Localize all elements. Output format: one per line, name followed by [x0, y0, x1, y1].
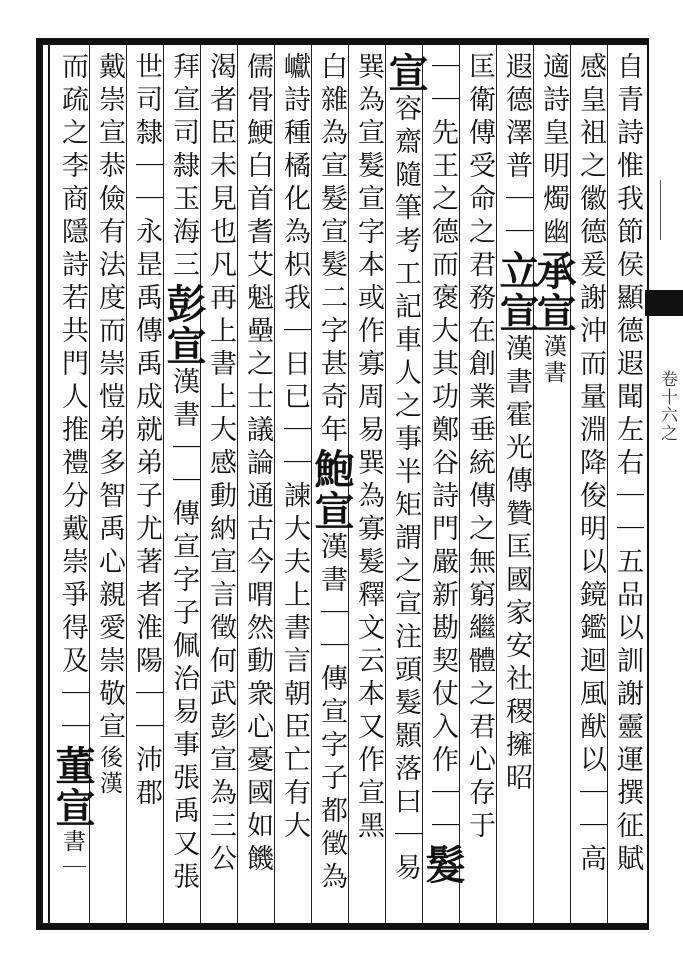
- text-column-7: [382, 52, 429, 918]
- column-text: 適詩皇明燭幽: [538, 52, 569, 250]
- column-text: 諫大夫上書言朝臣亡有大: [279, 481, 310, 844]
- column-rule: [607, 45, 608, 923]
- column-rule: [533, 45, 534, 923]
- heading-term: 鮑宣: [308, 448, 355, 532]
- column-text: 自青詩惟我節侯顯德遐聞左右｜｜五品以訓謝靈運撰征賦: [612, 52, 643, 877]
- fold-block-mark: [645, 290, 683, 316]
- column-rule: [570, 45, 571, 923]
- text-column-6: [419, 52, 466, 918]
- column-rule: [422, 45, 423, 923]
- text-column-2: [572, 52, 607, 918]
- frame-top-border: [36, 38, 649, 45]
- column-rule: [459, 45, 460, 923]
- frame-bottom-border: [36, 923, 649, 930]
- column-text: 白雜為宣髮宣髮二字甚奇年: [316, 52, 347, 448]
- heading-term: 髮: [419, 844, 466, 886]
- text-column-1: [609, 52, 644, 918]
- source-note: 漢書: [540, 334, 566, 386]
- column-text: 漢書｜｜傳宣字子佩治易事張禹又張: [168, 367, 199, 895]
- column-rule: [385, 45, 386, 923]
- fold-fishtail-mark: [660, 180, 675, 240]
- text-column-5: [461, 52, 496, 918]
- column-text: 容齋隨筆考工記車人之事半矩謂之宣注頭髮顥落曰｜易: [390, 94, 421, 886]
- text-column-11: [239, 52, 274, 918]
- column-text: 匡衛傅受命之君務在創業垂統傳之無窮繼體之君心存于: [464, 52, 495, 844]
- text-column-4: [493, 52, 540, 918]
- heading-term: 立宣: [493, 250, 540, 334]
- column-text: 巘詩種橘化為枳我｜日已｜｜: [279, 52, 310, 481]
- fold-line: [647, 38, 649, 930]
- column-text: 而疏之李商隱詩若共門人推禮分戴崇爭得及｜｜: [57, 52, 88, 745]
- column-text: 遐德澤普｜｜: [501, 52, 532, 250]
- text-column-12: [202, 52, 237, 918]
- heading-term: 董宣: [49, 745, 96, 829]
- column-text: 漢書霍光傳贊匡國家安社稷擁昭: [501, 334, 532, 796]
- column-rule: [126, 45, 127, 923]
- text-column-14: [128, 52, 163, 918]
- column-rule: [200, 45, 201, 923]
- column-rule: [237, 45, 238, 923]
- column-rule: [496, 45, 497, 923]
- column-text: 禹傳禹成就弟子尤著者淮陽｜｜沛郡: [131, 283, 162, 811]
- column-text: 儒骨鯁白首耆艾魁壘之士議論通古今喟然動衆心憂國如饑: [242, 52, 273, 877]
- source-note: 書｜: [59, 829, 85, 881]
- text-column-13: [160, 52, 207, 918]
- text-column-3: [530, 52, 577, 918]
- column-text: 世司隸｜｜永昰: [131, 52, 162, 283]
- column-text: 漢書｜｜傳宣字子都徵為: [316, 532, 347, 895]
- text-column-9: [308, 52, 355, 918]
- column-text: 戴崇宣恭儉有法度而崇愷弟多智禹心親愛崇敬宣: [94, 52, 125, 745]
- column-rule: [163, 45, 164, 923]
- column-text: 拜宣司隸玉海三: [168, 52, 199, 283]
- heading-term: 宣: [382, 52, 429, 94]
- text-column-15: [91, 52, 126, 918]
- text-column-10: [276, 52, 311, 918]
- frame-left-border: [36, 38, 43, 930]
- column-text: 巽為宣髮宣字本或作寡周易巽為寡髮釋文云本又作宣黑: [353, 52, 384, 844]
- heading-term: 承宣: [530, 250, 577, 334]
- column-text: 感皇祖之徽德爰謝沖而量淵降俊明以鏡鑑迴風猷以｜｜高: [575, 52, 606, 877]
- column-text: ｜｜先王之德而褒大其功鄭谷詩門嚴新勘契仗入作｜｜: [427, 52, 458, 844]
- column-text: 渴者臣未見也凡再上書上大感動納宣言徵何武彭宣為三公: [205, 52, 236, 877]
- fold-label: 卷十六之: [657, 370, 677, 442]
- heading-term: 彭宣: [160, 283, 207, 367]
- text-column-16: [49, 52, 96, 918]
- source-note: 後漢: [96, 745, 122, 797]
- text-column-8: [350, 52, 385, 918]
- column-rule: [274, 45, 275, 923]
